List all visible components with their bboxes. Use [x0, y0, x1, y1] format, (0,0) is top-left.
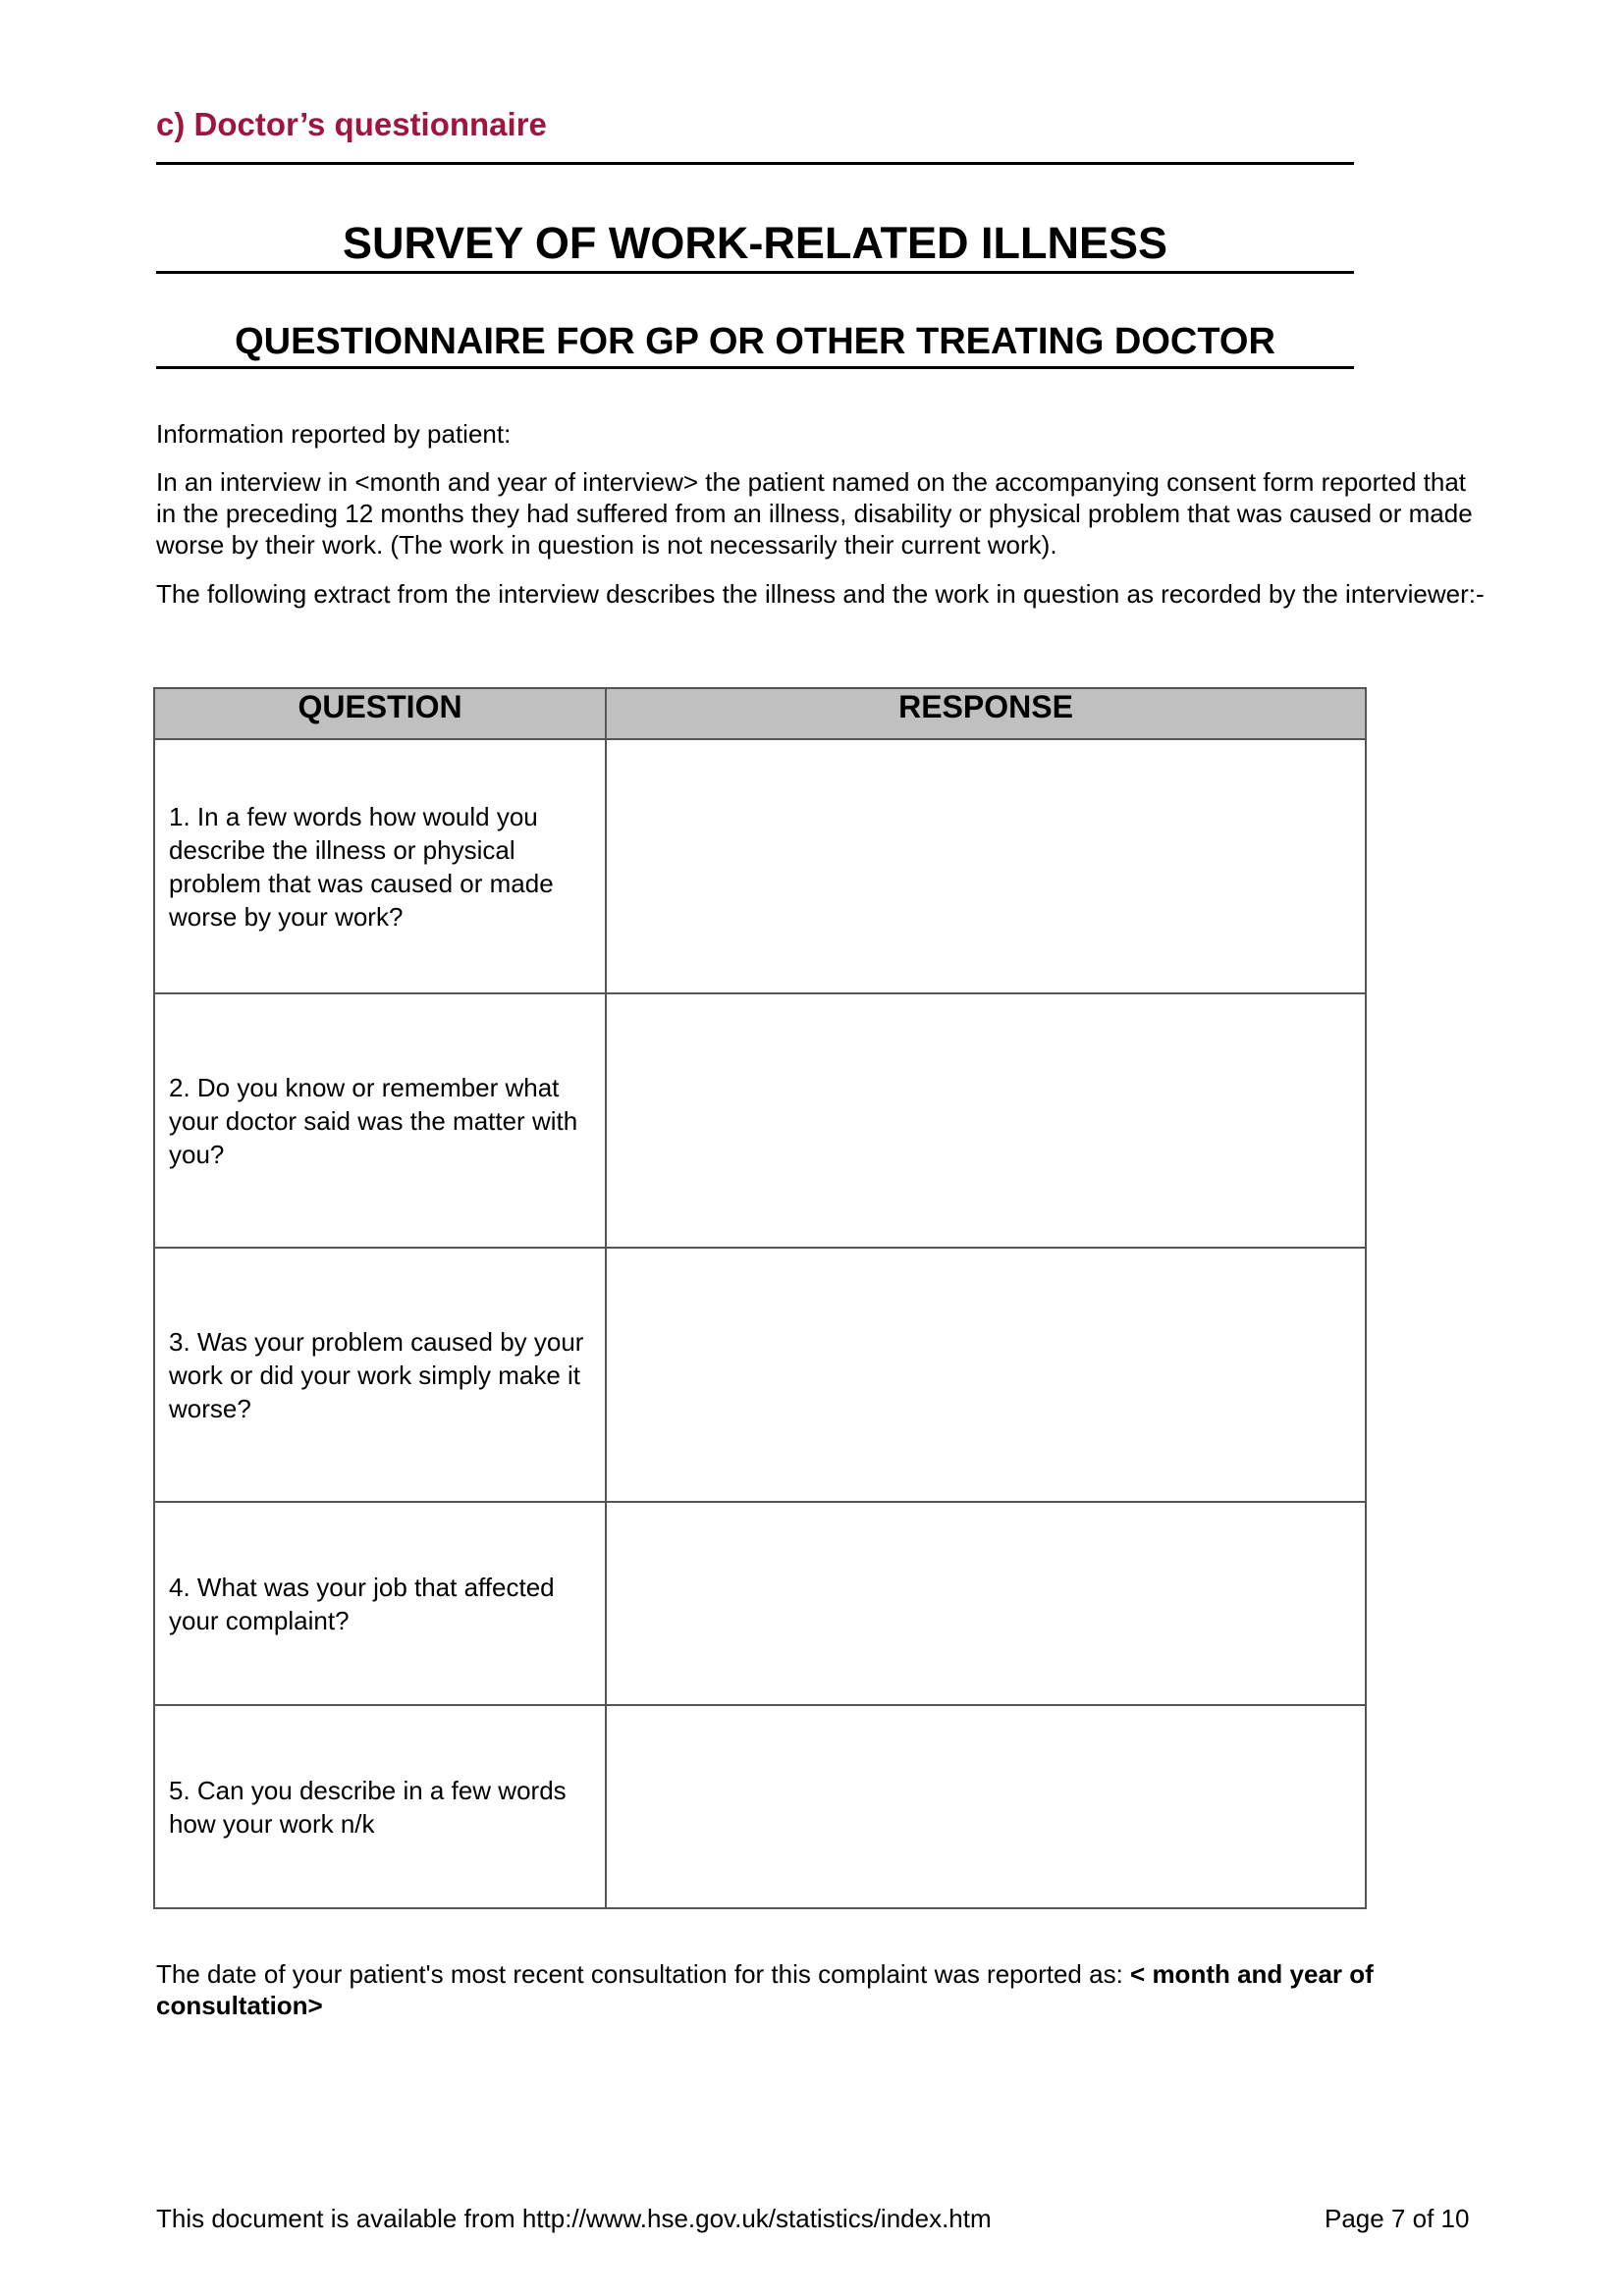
table-row — [154, 1248, 1366, 1502]
consultation-statement — [156, 1958, 1491, 2021]
table-header-row — [154, 688, 1366, 739]
subtitle-underline — [156, 366, 1354, 369]
response-column-header: RESPONSE — [606, 688, 1366, 739]
header-divider — [156, 162, 1354, 165]
response-cell[interactable] — [606, 993, 1366, 1248]
table-row — [154, 739, 1366, 993]
question-cell — [154, 1502, 606, 1705]
page-number: Page 7 of 10 — [1325, 2204, 1470, 2233]
intro-label: Information reported by patient: — [156, 419, 512, 449]
table-row — [154, 1502, 1366, 1705]
question-text: 4. What was your job that affected your complaint? — [169, 1572, 555, 1635]
response-cell[interactable] — [606, 1248, 1366, 1502]
consultation-text: The date of your patient's most recent consultation for this complaint was reported as: — [156, 1959, 1131, 1989]
question-text: 3. Was your problem caused by your work or did your work simply make it worse? — [169, 1326, 584, 1423]
response-cell[interactable] — [606, 739, 1366, 993]
question-cell — [154, 1705, 606, 1908]
question-text: 2. Do you know or remember what your doctor said was the matter with you? — [169, 1072, 578, 1169]
question-column-header: QUESTION — [154, 688, 606, 739]
extract-paragraph: The following extract from the interview describes the illness and the work in question as recorded by the interviewer:- — [156, 579, 1485, 609]
footer-availability: This document is available from http://www.hse.gov.uk/statistics/index.htm — [156, 2204, 992, 2233]
section-label: c) Doctor’s questionnaire — [156, 106, 547, 142]
question-text: 1. In a few words how would you describe the illness or physical problem that was caused or made worse by your work? — [169, 801, 554, 932]
table-row — [154, 993, 1366, 1248]
response-cell[interactable] — [606, 1705, 1366, 1908]
question-cell — [154, 993, 606, 1248]
intro-paragraph: In an interview in <month and year of interview> the patient named on the accompanying consent form reported that in the preceding 12 months they had suffered from an illness, disability or physical problem that was caused or made worse by their work. (The work in question is not necessarily their current work). — [156, 467, 1473, 560]
page-subtitle: QUESTIONNAIRE FOR GP OR OTHER TREATING DOCTOR — [235, 321, 1275, 362]
question-response-table — [153, 687, 1367, 1909]
table-row — [154, 1705, 1366, 1908]
question-cell — [154, 1248, 606, 1502]
question-cell — [154, 739, 606, 993]
page-title: SURVEY OF WORK-RELATED ILLNESS — [342, 218, 1168, 268]
question-text: 5. Can you describe in a few words how your work n/k — [169, 1775, 567, 1839]
title-underline — [156, 271, 1354, 274]
response-cell[interactable] — [606, 1502, 1366, 1705]
consultation-date-placeholder: < month and year of consultation> — [156, 1959, 1374, 2020]
